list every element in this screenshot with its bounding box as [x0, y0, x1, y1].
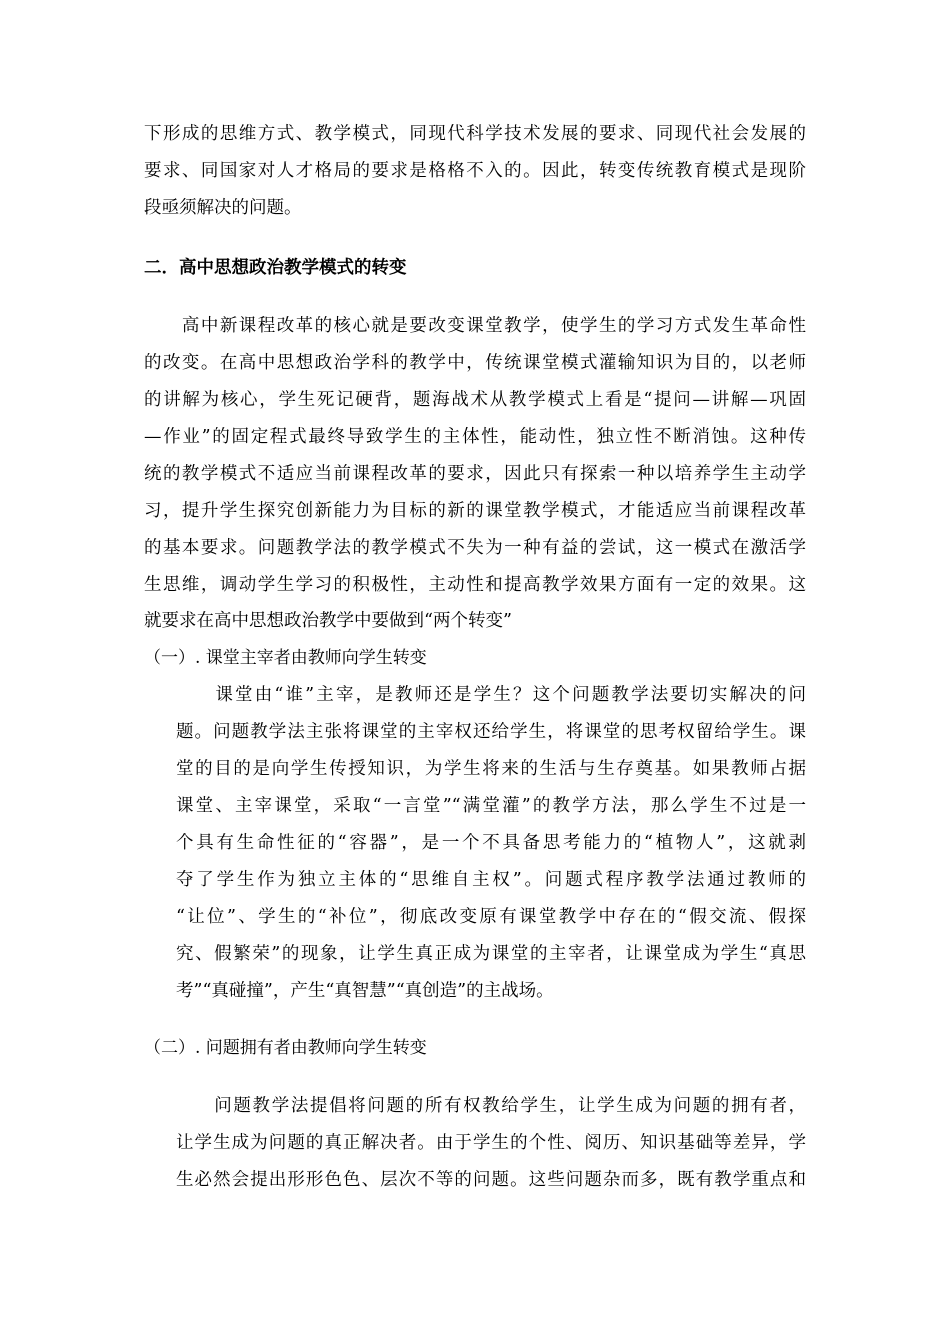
section-heading: 二．高中思想政治教学模式的转变 — [144, 258, 407, 278]
paragraph-line: 段亟须解决的问题。 — [144, 198, 302, 218]
paragraph-line: 生必然会提出形形色色、层次不等的问题。这些问题杂而多，既有教学重点和 — [176, 1170, 806, 1190]
paragraph-line: 统的教学模式不适应当前课程改革的要求，因此只有探索一种以培养学生主动学 — [144, 464, 806, 484]
paragraph-line: 高中新课程改革的核心就是要改变课堂教学，使学生的学习方式发生革命性 — [144, 316, 806, 336]
paragraph-line: 考”“真碰撞”，产生“真智慧”“真创造”的主战场。 — [176, 981, 554, 1001]
paragraph-line: 课堂由“谁”主宰，是教师还是学生？这个问题教学法要切实解决的问 — [176, 685, 806, 705]
paragraph-line: 让学生成为问题的真正解决者。由于学生的个性、阅历、知识基础等差异，学 — [176, 1133, 806, 1153]
paragraph-line: 的改变。在高中思想政治学科的教学中，传统课堂模式灌输知识为目的，以老师 — [144, 353, 806, 373]
paragraph-line: 究、假繁荣”的现象，让学生真正成为课堂的主宰者，让课堂成为学生“真思 — [176, 944, 806, 964]
paragraph-line: “让位”、学生的“补位”，彻底改变原有课堂教学中存在的“假交流、假探 — [176, 907, 806, 927]
subsection-heading: （一）. 课堂主宰者由教师向学生转变 — [144, 648, 427, 668]
paragraph-line: 课堂、主宰课堂，采取“一言堂”“满堂灌”的教学方法，那么学生不过是一 — [176, 796, 806, 816]
paragraph-line: 题。问题教学法主张将课堂的主宰权还给学生，将课堂的思考权留给学生。课 — [176, 722, 806, 742]
paragraph-line: 生思维，调动学生学习的积极性，主动性和提高教学效果方面有一定的效果。这 — [144, 575, 806, 595]
paragraph-line: 要求、同国家对人才格局的要求是格格不入的。因此，转变传统教育模式是现阶 — [144, 161, 806, 181]
paragraph-line: 下形成的思维方式、教学模式，同现代科学技术发展的要求、同现代社会发展的 — [144, 124, 806, 144]
paragraph-line: —作业”的固定程式最终导致学生的主体性，能动性，独立性不断消蚀。这种传 — [144, 427, 806, 447]
subsection-heading: （二）. 问题拥有者由教师向学生转变 — [144, 1038, 427, 1058]
paragraph-line: 堂的目的是向学生传授知识，为学生将来的生活与生存奠基。如果教师占据 — [176, 759, 806, 779]
paragraph-line: 的讲解为核心，学生死记硬背，题海战术从教学模式上看是“提问—讲解—巩固 — [144, 390, 806, 410]
paragraph-line: 问题教学法提倡将问题的所有权教给学生，让学生成为问题的拥有者， — [176, 1096, 806, 1116]
paragraph-line: 个具有生命性征的“容器”，是一个不具备思考能力的“植物人”，这就剥 — [176, 833, 806, 853]
paragraph-line: 的基本要求。问题教学法的教学模式不失为一种有益的尝试，这一模式在激活学 — [144, 538, 806, 558]
paragraph-line: 夺了学生作为独立主体的“思维自主权”。问题式程序教学法通过教师的 — [176, 870, 806, 890]
paragraph-line: 习，提升学生探究创新能力为目标的新的课堂教学模式，才能适应当前课程改革 — [144, 501, 806, 521]
paragraph-line: 就要求在高中思想政治教学中要做到“两个转变” — [144, 611, 512, 631]
